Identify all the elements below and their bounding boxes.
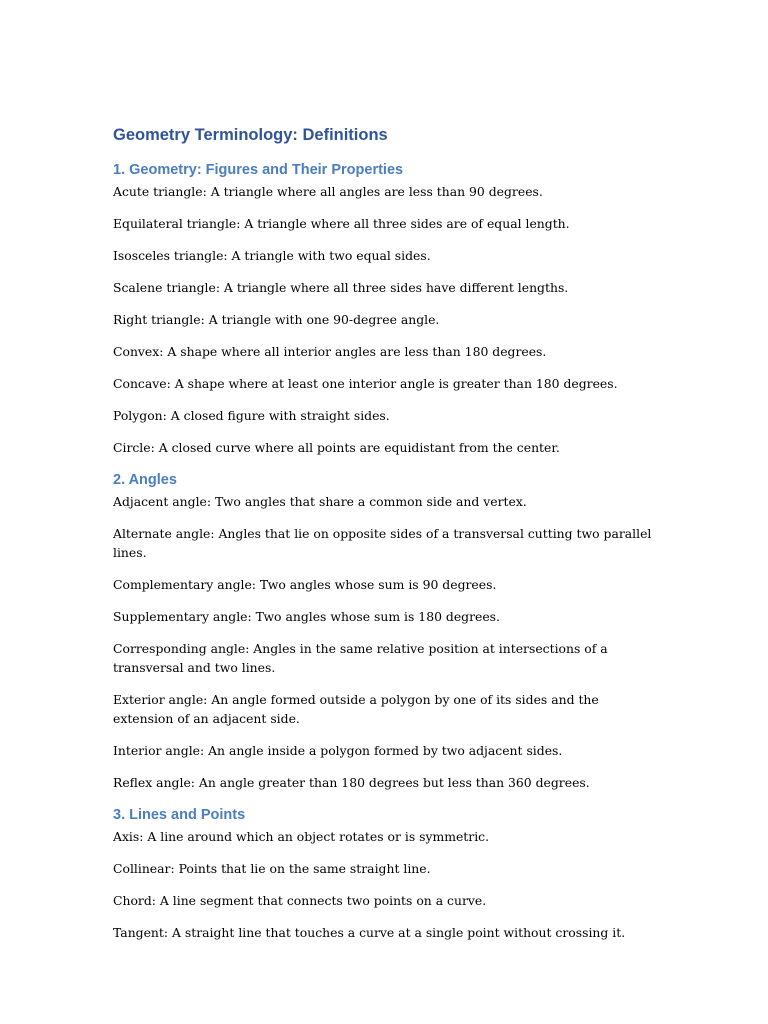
definition-item: Reflex angle: An angle greater than 180 degrees but less than 360 degrees. bbox=[113, 775, 590, 790]
definition-item: Acute triangle: A triangle where all angles are less than 90 degrees. bbox=[113, 184, 543, 199]
definition-item: Isosceles triangle: A triangle with two equal sides. bbox=[113, 248, 431, 263]
definition-item: Exterior angle: An angle formed outside a polygon by one of its sides and the extension of an adjacent side. bbox=[113, 692, 599, 726]
section-heading: 2. Angles bbox=[113, 472, 177, 488]
definition-item: Corresponding angle: Angles in the same relative position at intersections of a transversal and two lines. bbox=[113, 641, 608, 675]
definition-item: Axis: A line around which an object rotates or is symmetric. bbox=[113, 829, 490, 844]
section-figures bbox=[113, 160, 663, 457]
definition-item: Complementary angle: Two angles whose sum is 90 degrees. bbox=[113, 577, 497, 592]
section-heading: 1. Geometry: Figures and Their Properties bbox=[113, 162, 404, 178]
definition-item: Chord: A line segment that connects two points on a curve. bbox=[113, 893, 487, 908]
definition-item: Scalene triangle: A triangle where all three sides have different lengths. bbox=[113, 280, 569, 295]
definition-item: Alternate angle: Angles that lie on opposite sides of a transversal cutting two parallel lines. bbox=[113, 526, 652, 560]
definition-item: Convex: A shape where all interior angles are less than 180 degrees. bbox=[113, 344, 547, 359]
definition-item: Interior angle: An angle inside a polygon formed by two adjacent sides. bbox=[113, 743, 563, 758]
definition-item: Supplementary angle: Two angles whose sum is 180 degrees. bbox=[113, 609, 500, 624]
section-heading: 3. Lines and Points bbox=[113, 807, 246, 823]
section-angles bbox=[113, 470, 663, 792]
document-page bbox=[113, 124, 663, 955]
definition-item: Polygon: A closed figure with straight sides. bbox=[113, 408, 390, 423]
section-lines-points bbox=[113, 805, 663, 942]
definition-item: Collinear: Points that lie on the same straight line. bbox=[113, 861, 431, 876]
definition-item: Equilateral triangle: A triangle where all three sides are of equal length. bbox=[113, 216, 570, 231]
definition-item: Adjacent angle: Two angles that share a common side and vertex. bbox=[113, 494, 527, 509]
definition-item: Tangent: A straight line that touches a curve at a single point without crossing it. bbox=[113, 925, 626, 940]
definition-item: Concave: A shape where at least one interior angle is greater than 180 degrees. bbox=[113, 376, 618, 391]
definition-item: Circle: A closed curve where all points are equidistant from the center. bbox=[113, 440, 560, 455]
definition-item: Right triangle: A triangle with one 90-degree angle. bbox=[113, 312, 440, 327]
document-title: Geometry Terminology: Definitions bbox=[113, 126, 388, 144]
